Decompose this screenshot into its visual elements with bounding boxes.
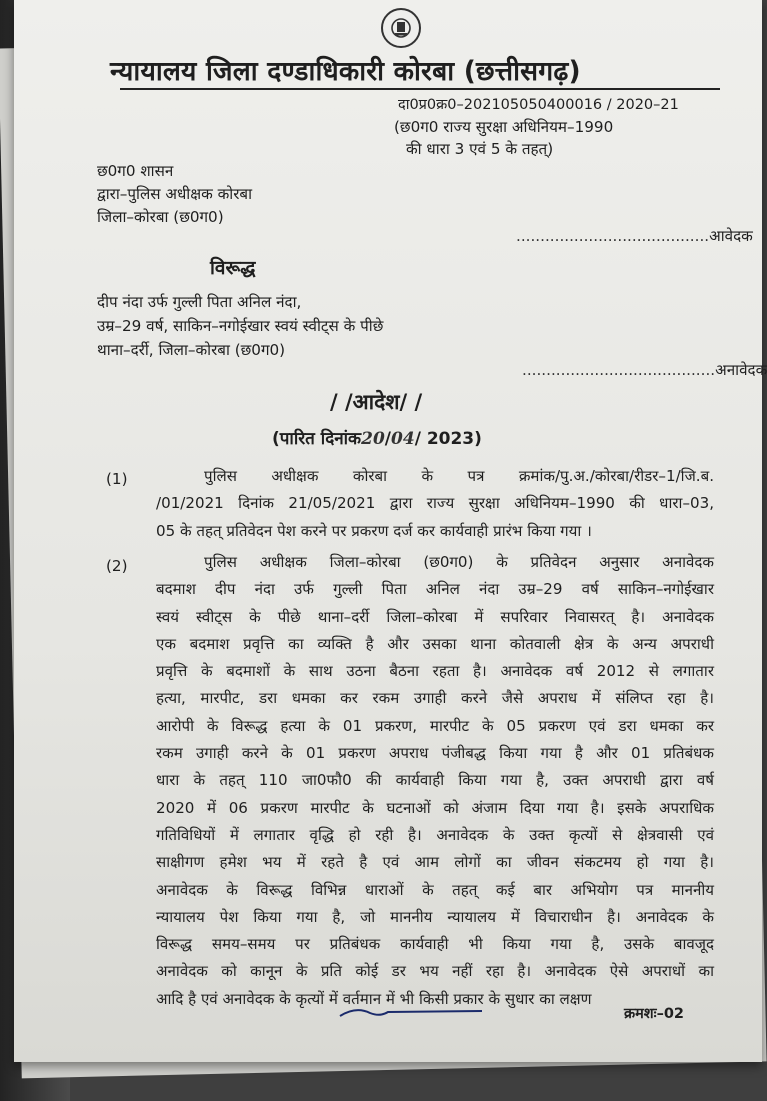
paragraph-line: एक बदमाश प्रवृत्ति का व्यक्ति है और उसका थाना कोतवाली क्षेत्र के अन्य अपराधी xyxy=(156,634,714,653)
paragraph-line: स्वयं स्वीट्स के पीछे थाना–दर्री जिला–कोरबा में सपरिवार निवासरत् है। अनावेदक xyxy=(156,607,714,626)
passed-date-sep: / xyxy=(384,429,392,449)
paragraph-1 xyxy=(156,463,714,545)
applicant-line2: द्वारा–पुलिस अधीक्षक कोरबा xyxy=(97,185,253,203)
passed-date-suffix: / 2023) xyxy=(414,429,482,449)
paragraph-line: /01/2021 दिनांक 21/05/2021 द्वारा राज्य सुरक्षा अधिनियम–1990 की धारा–03, xyxy=(156,494,714,513)
respondent-role: अनावेदक xyxy=(715,361,767,379)
versus-heading: विरूद्ध xyxy=(210,257,256,279)
paragraph-line: न्यायालय पेश किया गया है, जो माननीय न्यायालय में विचाराधीन है। अनावेदक के xyxy=(156,907,714,926)
order-heading: / /आदेश/ / xyxy=(330,390,423,414)
paragraph-1-number: (1) xyxy=(106,470,128,488)
paragraph-line: गतिविधियों में लगातार वृद्धि हो रही है। अनावेदक के उक्त कृत्यों से क्षेत्रवासी एवं xyxy=(156,825,714,844)
paragraph-line: अनावेदक के विरूद्ध विभिन्न धाराओं के तहत् कई बार अभियोग पत्र माननीय xyxy=(156,880,714,899)
paragraph-line: हत्या, मारपीट, डरा धमका कर रकम उगाही करने जैसे अपराध में संलिप्त रहा है। xyxy=(156,689,714,708)
applicant-dots: ........................................ xyxy=(516,227,710,245)
paragraph-line: साक्षीगण हमेश भय में रहते है एवं आम लोगों का जीवन संकटमय हो गया है। xyxy=(156,853,714,872)
paragraph-2-number: (2) xyxy=(106,557,128,575)
respondent-line1: दीप नंदा उर्फ गुल्ली पिता अनिल नंदा, xyxy=(97,293,302,311)
applicant-role: आवेदक xyxy=(709,227,753,245)
court-title: न्यायालय जिला दण्डाधिकारी कोरबा (छत्तीसगढ़) xyxy=(110,56,581,87)
paragraph-line: 2020 में 06 प्रकरण मारपीट के घटनाओं को अंजाम दिया गया है। इसके अपराधिक xyxy=(156,798,714,817)
respondent-line2: उम्र–29 वर्ष, साकिन–नगोईखार स्वयं स्वीट्स के पीछे xyxy=(97,317,384,335)
applicant-line3: जिला–कोरबा (छ0ग0) xyxy=(97,208,224,226)
paragraph-line: अनावेदक को कानून के प्रति कोई डर भय नहीं रहा है। अनावेदक ऐसे अपराधों का xyxy=(156,962,714,981)
passed-date xyxy=(272,426,482,449)
paragraph-line: पुलिस अधीक्षक कोरबा के पत्र क्रमांक/पु.अ./कोरबा/रीडर–1/जि.ब. xyxy=(204,467,714,485)
respondent-dots: ........................................ xyxy=(522,361,716,379)
paragraph-line: 05 के तहत् प्रतिवेदन पेश करने पर प्रकरण दर्ज कर कार्यवाही प्रारंभ किया गया । xyxy=(156,521,592,540)
act-reference-line2: की धारा 3 एवं 5 के तहत्) xyxy=(406,140,554,158)
paragraph-line: बदमाश दीप नंदा उर्फ गुल्ली पिता अनिल नंदा उम्र–29 वर्ष साकिन–नगोईखार xyxy=(156,580,714,599)
passed-date-month: 04 xyxy=(391,429,415,449)
case-number: दा0प्र0क्र0–202105050400016 / 2020–21 xyxy=(398,97,679,113)
paragraph-line: आरोपी के विरूद्ध हत्या के 01 प्रकरण, मारपीट के 05 प्रकरण एवं डरा धमका कर xyxy=(156,716,714,735)
document-page xyxy=(14,0,767,1062)
respondent-line3: थाना–दर्री, जिला–कोरबा (छ0ग0) xyxy=(97,341,286,359)
title-underline xyxy=(120,88,720,90)
state-emblem-icon xyxy=(381,8,421,48)
passed-date-day: 20 xyxy=(361,429,385,449)
paragraph-line: रकम उगाही करने के 01 प्रकरण अपराध पंजीबद्ध किया गया है और 01 प्रतिबंधक xyxy=(156,744,714,763)
applicant-line1: छ0ग0 शासन xyxy=(97,162,174,180)
paragraph-line: विरूद्ध समय–समय पर प्रतिबंधक कार्यवाही भी किया गया है, उसके बावजूद xyxy=(156,935,714,954)
respondent-role-line xyxy=(522,360,767,380)
signature-mark xyxy=(336,1000,486,1024)
paragraph-line: पुलिस अधीक्षक जिला–कोरबा (छ0ग0) के प्रतिवेदन अनुसार अनावेदक xyxy=(204,553,714,571)
passed-date-prefix: (पारित दिनांक xyxy=(272,429,362,449)
paragraph-line: धारा के तहत् 110 जा0फौ0 की कार्यवाही किया गया है, उक्त अपराधी द्वारा वर्ष xyxy=(156,771,714,790)
act-reference-line1: (छ0ग0 राज्य सुरक्षा अधिनियम–1990 xyxy=(394,118,614,136)
applicant-role-line xyxy=(516,226,753,246)
paragraph-line: प्रवृत्ति के बदमाशों के साथ उठना बैठना रहता है। अनावेदक वर्ष 2012 से लगातार xyxy=(156,662,714,681)
paragraph-line: आदि है एवं अनावेदक के कृत्यों में वर्तमान में भी किसी प्रकार के सुधार का लक्षण xyxy=(156,989,592,1008)
continuation-mark: क्रमशः–02 xyxy=(624,1006,685,1022)
paragraph-2 xyxy=(156,549,714,1013)
